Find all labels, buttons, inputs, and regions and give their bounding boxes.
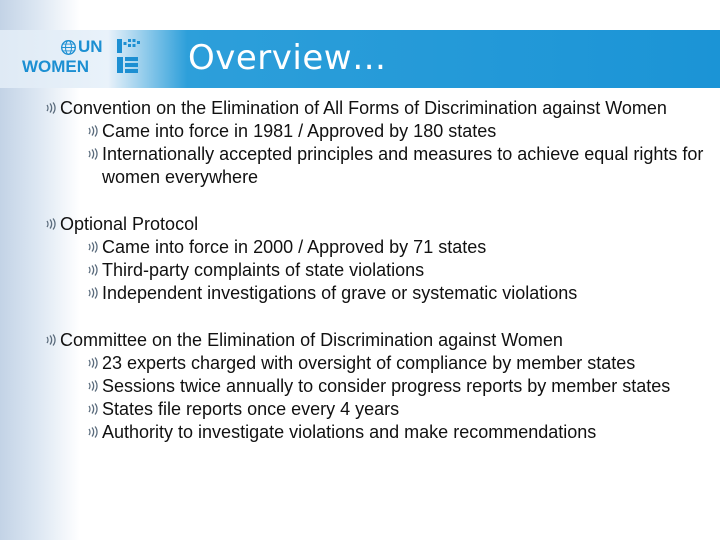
wifi-bullet-icon [44, 218, 58, 230]
logo-women-text: WOMEN [22, 57, 90, 76]
bullet-list [44, 97, 704, 444]
un-women-logo [22, 38, 150, 80]
sub-list-item [86, 120, 704, 143]
un-women-symbol-icon [116, 38, 142, 76]
list-item-text: Optional Protocol [60, 214, 199, 234]
page-title: Overview… [188, 38, 387, 78]
list-item [44, 97, 704, 120]
list-item [44, 329, 704, 352]
sub-list-item-text: 23 experts charged with oversight of compliance by member states [102, 353, 636, 373]
sub-list-item [86, 143, 704, 189]
sub-list-item-text: Came into force in 2000 / Approved by 71 states [102, 237, 487, 257]
wifi-bullet-icon [86, 357, 100, 369]
sub-list-item-text: Third-party complaints of state violations [102, 260, 425, 280]
un-globe-icon [60, 39, 77, 56]
wifi-bullet-icon [44, 334, 58, 346]
sub-list-item [86, 236, 704, 259]
list-item [44, 213, 704, 236]
wifi-bullet-icon [86, 125, 100, 137]
spacer [44, 189, 704, 213]
sub-list-item-text: Came into force in 1981 / Approved by 180 states [102, 121, 497, 141]
logo-line1 [60, 38, 103, 56]
sub-list-item [86, 352, 704, 375]
wifi-bullet-icon [86, 403, 100, 415]
wifi-bullet-icon [44, 102, 58, 114]
wifi-bullet-icon [86, 426, 100, 438]
sub-list-item-text: Sessions twice annually to consider progress reports by member states [102, 376, 671, 396]
sub-list-item [86, 282, 704, 305]
sub-list-item [86, 398, 704, 421]
wifi-bullet-icon [86, 148, 100, 160]
sub-list-item-text: Authority to investigate violations and make recommendations [102, 422, 597, 442]
sub-list-item-text: States file reports once every 4 years [102, 399, 400, 419]
sub-list-item-text: Internationally accepted principles and measures to achieve equal rights for women everywhere [102, 144, 704, 187]
sub-list-item [86, 375, 704, 398]
sub-list-item [86, 421, 704, 444]
wifi-bullet-icon [86, 241, 100, 253]
list-item-text: Committee on the Elimination of Discrimination against Women [60, 330, 563, 350]
list-item-text: Convention on the Elimination of All Forms of Discrimination against Women [60, 98, 667, 118]
wifi-bullet-icon [86, 287, 100, 299]
logo-un-text: UN [78, 37, 103, 56]
sub-list-item-text: Independent investigations of grave or systematic violations [102, 283, 578, 303]
spacer [44, 305, 704, 329]
sub-list-item [86, 259, 704, 282]
wifi-bullet-icon [86, 264, 100, 276]
wifi-bullet-icon [86, 380, 100, 392]
